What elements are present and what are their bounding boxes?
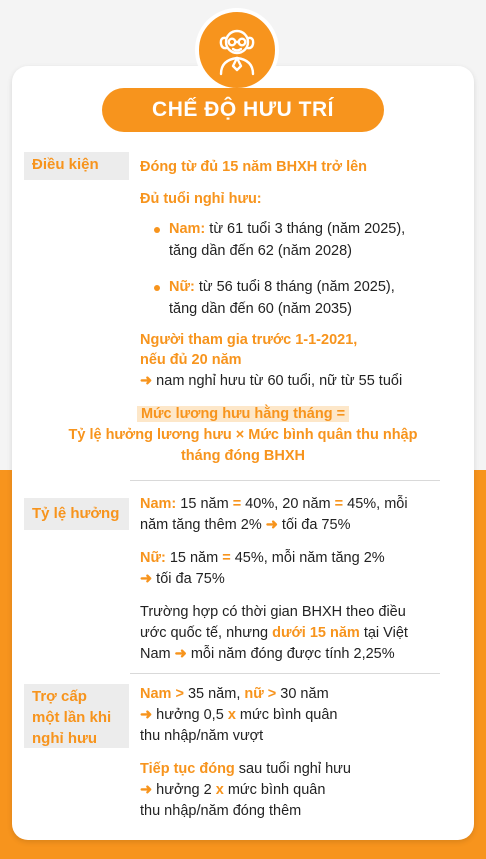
female-age-line1: Nữ: từ 56 tuổi 8 tháng (năm 2025), (169, 279, 395, 295)
arrow-right-icon: ➜ (140, 782, 153, 798)
section-label-lump-sum: Trợ cấp một lần khi nghỉ hưu (24, 684, 129, 748)
bullet-icon (154, 285, 160, 291)
lump-sum-line1: Nam > 35 năm, nữ > 30 năm (140, 686, 329, 702)
arrow-right-icon: ➜ (140, 373, 153, 389)
arrow-right-icon: ➜ (265, 517, 278, 533)
male-age-line1: Nam: từ 61 tuổi 3 tháng (năm 2025), (169, 221, 406, 237)
formula-line3: tháng đóng BHXH (180, 448, 306, 464)
bullet-icon (154, 227, 160, 233)
female-age-line2: tăng dần đến 60 (năm 2035) (169, 301, 352, 317)
arrow-right-icon: ➜ (174, 646, 187, 662)
divider (130, 673, 440, 674)
rate-female-line2: ➜ tối đa 75% (140, 571, 225, 587)
arrow-right-icon: ➜ (140, 707, 153, 723)
conditions-retirement-age-heading: Đủ tuổi nghỉ hưu: (140, 191, 262, 207)
lump-sum-line3: thu nhập/năm vượt (140, 728, 264, 744)
male-age-line2: tăng dần đến 62 (năm 2028) (169, 243, 352, 259)
arrow-right-icon: ➜ (140, 571, 153, 587)
section-label-conditions: Điều kiện (24, 152, 129, 180)
lump-sum-continue-line1: Tiếp tục đóng sau tuổi nghỉ hưu (140, 761, 351, 777)
rate-intl-line1: Trường hợp có thời gian BHXH theo điều (140, 604, 406, 620)
section-label-rate: Tỷ lệ hưởng (24, 498, 129, 530)
formula-line1: Mức lương hưu hằng tháng = (20, 404, 466, 424)
elderly-person-icon (195, 8, 279, 92)
divider (130, 480, 440, 481)
rate-intl-line2: ước quốc tế, nhưng dưới 15 năm tại Việt (140, 625, 408, 641)
rate-female-line1: Nữ: 15 năm = 45%, mỗi năm tăng 2% (140, 550, 385, 566)
before-2021-line1: Người tham gia trước 1-1-2021, (140, 332, 358, 348)
lump-sum-continue-line2: ➜ hưởng 2 x mức bình quân (140, 782, 326, 798)
lump-sum-continue-line3: thu nhập/năm đóng thêm (140, 803, 302, 819)
conditions-min-years: Đóng từ đủ 15 năm BHXH trở lên (140, 159, 368, 175)
lump-sum-line2: ➜ hưởng 0,5 x mức bình quân (140, 707, 338, 723)
rate-intl-line3: Nam ➜ mỗi năm đóng được tính 2,25% (140, 646, 395, 662)
rate-male-line1: Nam: 15 năm = 40%, 20 năm = 45%, mỗi (140, 496, 408, 512)
before-2021-line2: nếu đủ 20 năm (140, 352, 242, 368)
before-2021-rule: ➜ nam nghỉ hưu từ 60 tuổi, nữ từ 55 tuổi (140, 373, 403, 389)
rate-male-line2: năm tăng thêm 2% ➜ tối đa 75% (140, 517, 351, 533)
page-title: CHẾ ĐỘ HƯU TRÍ (102, 88, 384, 132)
formula-line2: Tỷ lệ hưởng lương hưu × Mức bình quân thu nhập (68, 427, 418, 443)
